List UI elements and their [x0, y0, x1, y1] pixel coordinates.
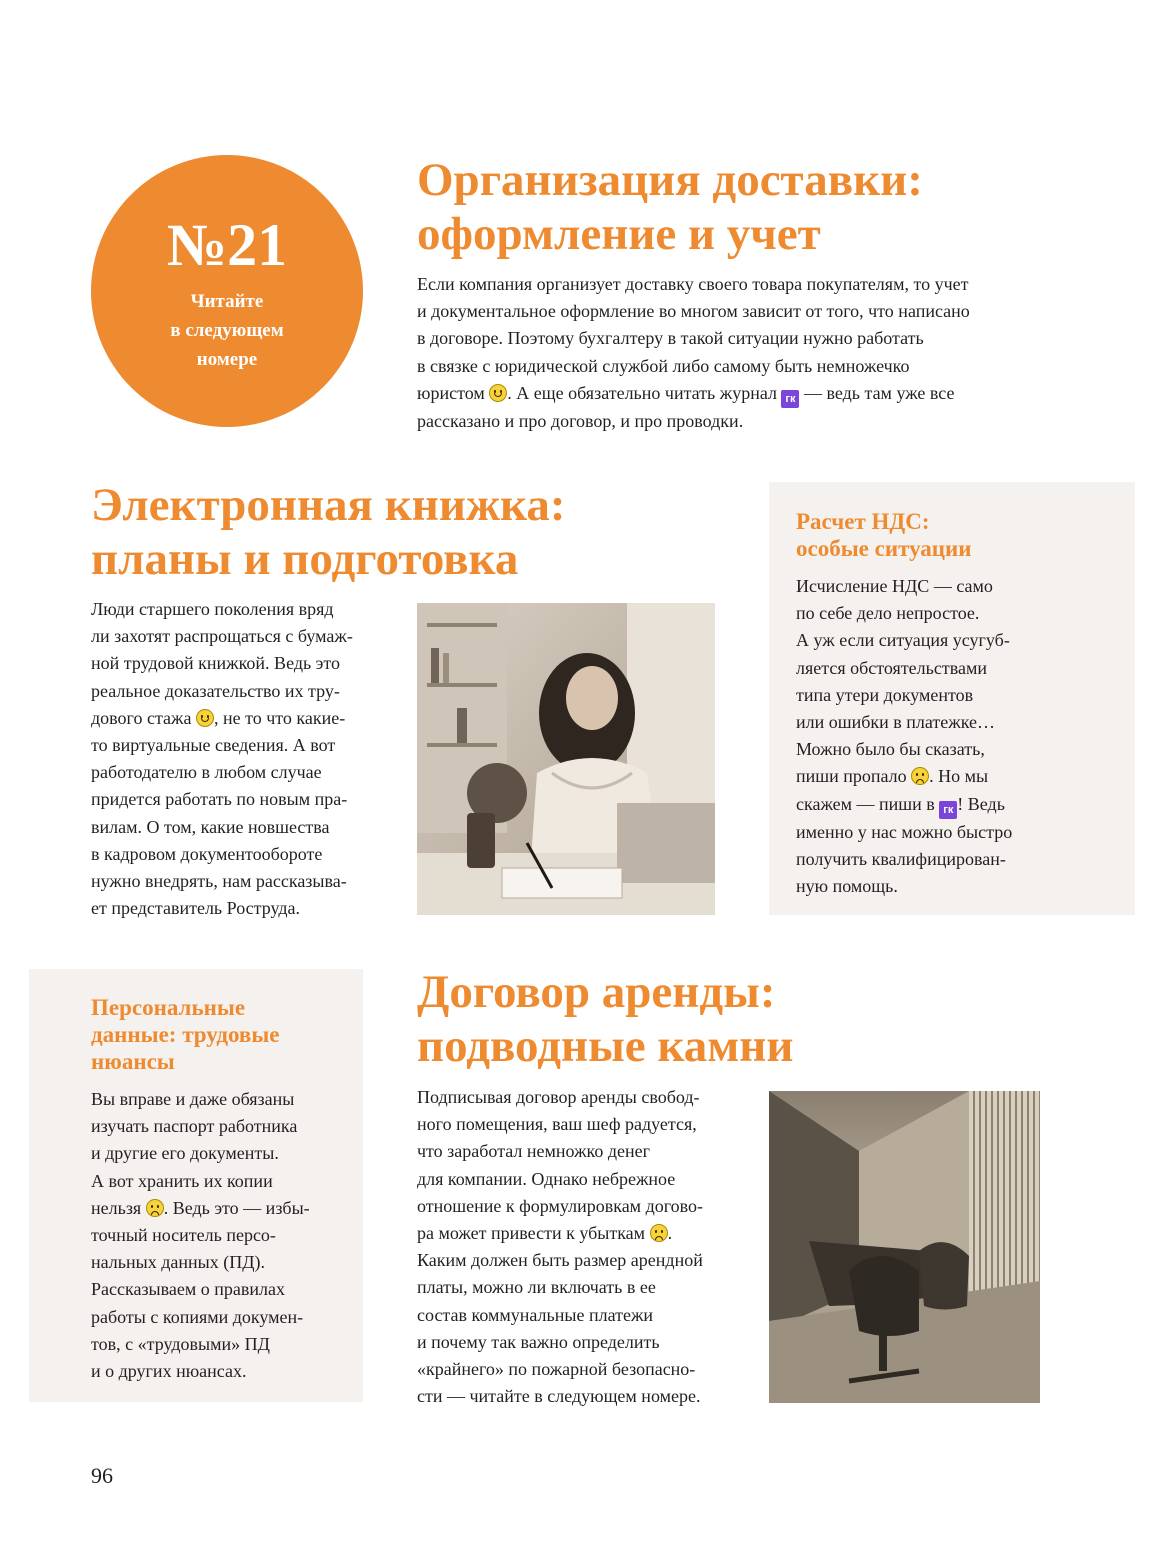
lease-title: Договор аренды: подводные камни: [417, 966, 794, 1072]
ebook-article: [91, 478, 731, 586]
delivery-text: Если компания организует доставку своего товара покупателям, то учет и документальное оформление во многом зависит от того, что написано в договоре. Поэтому бухгалтеру в такой ситуации нужно работать в связке с юридической службой либо самому быть немножечко юристом . А еще обязательно читать журнал гк — ведь там уже все рассказано и про договор, и про проводки.: [417, 274, 970, 431]
personal-data-text: Вы вправе и даже обязаны изучать паспорт работника и другие его документы. А вот хранить их копии нельзя . Ведь это — избы- точный носитель персо- нальных данных (ПД). Рассказываем о правилах работы с копиями докумен- тов, с «трудовыми» ПД и о других нюансах.: [91, 1089, 310, 1382]
vat-text: Исчисление НДС — само по себе дело непростое. А уж если ситуация усугуб- ляется обстоятельствами типа утери документов или ошибки в платежке… Можно было бы сказать, пиши пропало . Но мы скажем — пиши в гк ! Ведь именно у нас можно быстро получить квалифицирован- ную помощь.: [796, 576, 1013, 897]
journal-logo-icon: гк: [939, 801, 957, 819]
vat-article: [796, 508, 1116, 900]
personal-data-article: [91, 994, 351, 1385]
sad-face-icon: [650, 1224, 668, 1242]
issue-caption: Читайте в следующем номере: [170, 291, 284, 370]
issue-number: №21: [166, 212, 288, 278]
sad-face-icon: [146, 1199, 164, 1217]
woman-at-desk-photo: [417, 603, 715, 915]
ebook-text: Люди старшего поколения вряд ли захотят распрощаться с бумаж- ной трудовой книжкой. Ведь это реальное доказательство их тру- дового стажа , не то что какие- то виртуальные сведения. А вот работодателю в любом случае придется работать по новым пра- вилам. О том, какие новшества в кадровом документообороте нужно внедрять, нам рассказыва- ет представитель Роструда.: [91, 599, 353, 919]
personal-data-title: Персональные данные: трудовые нюансы: [91, 995, 280, 1074]
delivery-article: [417, 153, 1117, 435]
smile-icon: [489, 384, 507, 402]
journal-logo-icon: гк: [781, 390, 799, 408]
office-chairs-photo: [769, 1091, 1040, 1403]
sad-face-icon: [911, 767, 929, 785]
vat-title: Расчет НДС: особые ситуации: [796, 509, 972, 561]
smile-icon: [196, 709, 214, 727]
lease-article: [417, 965, 1117, 1073]
issue-badge: [91, 155, 363, 427]
page-number: 96: [91, 1463, 113, 1488]
delivery-title: Организация доставки: оформление и учет: [417, 154, 923, 260]
lease-text: Подписывая договор аренды свобод- ного помещения, ваш шеф радуется, что заработал немножко денег для компании. Однако небрежное отношение к формулировкам догово- ра может привести к убыткам . Каким должен быть размер арендной платы, можно ли включать в ее состав коммунальные платежи и почему так важно определить «крайнего» по пожарной безопасно- сти — читайте в следующем номере.: [417, 1087, 704, 1407]
ebook-title: Электронная книжка: планы и подготовка: [91, 479, 566, 585]
